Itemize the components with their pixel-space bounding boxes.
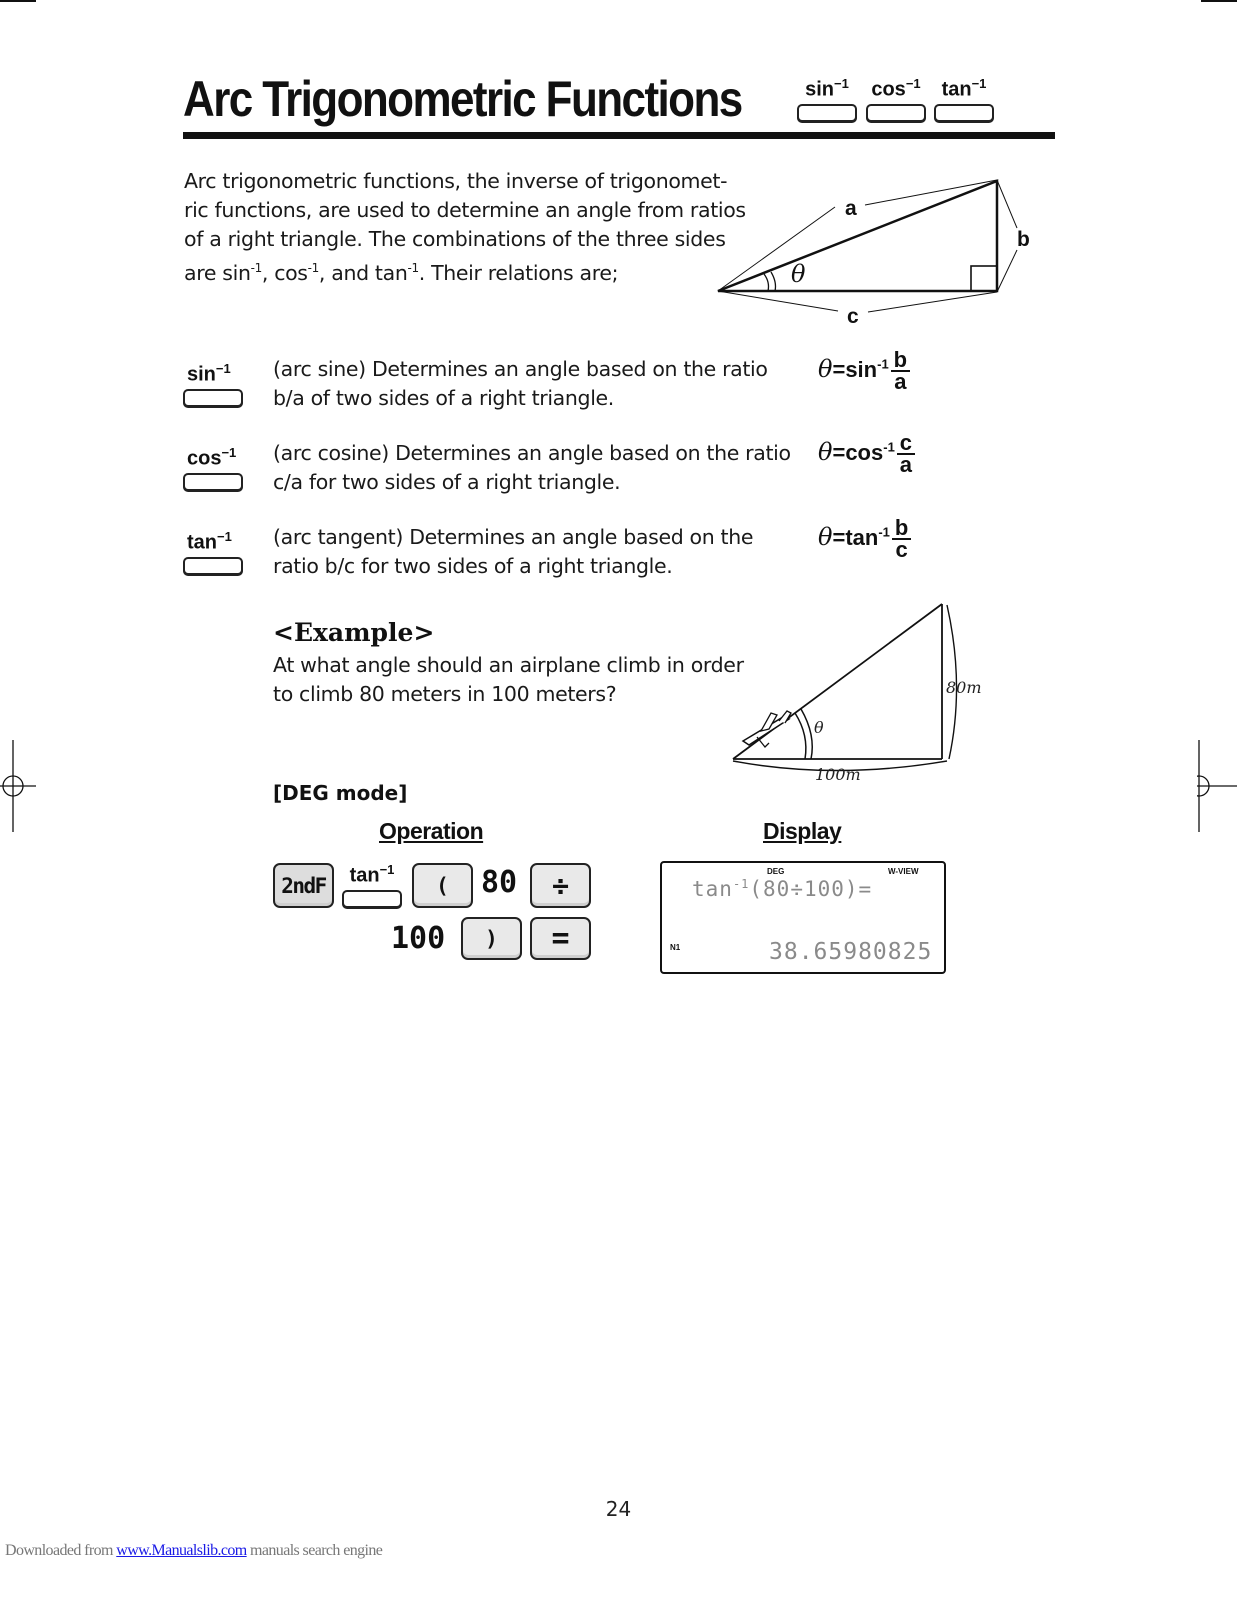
calculator-display — [660, 861, 946, 974]
function-key-cos: $\cos^{-1}$ — [183, 445, 243, 491]
example-heading: <Example> — [273, 618, 435, 647]
page-number: 24 — [605, 1497, 632, 1521]
desc-line: b/a of two sides of a right triangle. — [273, 386, 614, 410]
key-divide[interactable]: ÷ — [530, 863, 591, 908]
diagram-base-label: 100m — [815, 765, 861, 784]
intro-line: ric functions, are used to determine an angle from ratios — [184, 198, 746, 222]
desc-line: (arc sine) Determines an angle based on the ratio — [273, 357, 768, 381]
function-desc-sin — [273, 355, 813, 413]
right-triangle-diagram — [700, 170, 1060, 335]
function-key-sin: $\sin^{-1}$ — [183, 361, 243, 407]
question-line: to climb 80 meters in 100 meters? — [273, 682, 617, 706]
manualslib-link[interactable]: www.Manualslib.com — [116, 1542, 247, 1559]
key-2ndf[interactable]: 2ndF — [273, 863, 334, 908]
diagram-angle-label: θ — [814, 718, 824, 737]
question-line: At what angle should an airplane climb in order — [273, 653, 744, 677]
side-b-label: b — [1017, 228, 1030, 251]
function-key-tan: $\tan^{-1}$ — [183, 529, 243, 575]
example-question — [273, 651, 753, 709]
n1-indicator: N1 — [670, 943, 681, 952]
desc-line: c/a for two sides of a right triangle. — [273, 470, 621, 494]
formula-sin: $\theta=\sin^{-1}$ $\frac{b}{a}$ — [818, 350, 910, 392]
registration-mark-right — [1197, 740, 1237, 832]
airplane-icon — [743, 711, 791, 747]
display-result: 38.65980825 — [769, 939, 933, 965]
header-key-sin: $\sin^{-1}$ — [797, 76, 857, 122]
footer-prefix: Downloaded from — [5, 1542, 117, 1559]
mode-label: [DEG mode] — [273, 781, 408, 805]
key-open-paren[interactable]: ( — [412, 863, 473, 908]
formula-tan: $\theta=\tan^{-1}$ $\frac{b}{c}$ — [818, 518, 911, 560]
desc-line: (arc tangent) Determines an angle based on the — [273, 525, 754, 549]
intro-line: of a right triangle. The combinations of the three sides — [184, 227, 726, 251]
key-close-paren[interactable]: ) — [461, 917, 522, 960]
intro-line: Arc trigonometric functions, the inverse of trigonomet- — [184, 169, 728, 193]
page-title: Arc Trigonometric Functions — [183, 71, 742, 127]
angle-theta-label: θ — [791, 260, 806, 288]
key-equals[interactable]: = — [530, 917, 591, 960]
function-desc-tan — [273, 523, 813, 581]
registration-mark-left — [0, 740, 40, 832]
desc-line: (arc cosine) Determines an angle based on the ratio — [273, 441, 791, 465]
header-key-tan: $\tan^{-1}$ — [934, 76, 994, 122]
title-rule — [183, 132, 1055, 139]
wview-indicator: W-VIEW — [888, 867, 919, 876]
intro-line: are $\sin^{-1}$, $\cos^{-1}$, and $\tan^{-1}$. Their relations are; — [184, 260, 619, 285]
input-number-80: 80 — [481, 865, 518, 900]
key-tan-inverse[interactable]: $\tan^{-1}$ — [342, 862, 402, 908]
operation-heading: Operation — [379, 818, 484, 844]
intro-paragraph — [184, 167, 764, 288]
airplane-climb-diagram — [725, 595, 1005, 790]
formula-cos: $\theta=\cos^{-1}$ $\frac{c}{a}$ — [818, 433, 915, 475]
side-a-label: a — [845, 197, 857, 220]
display-heading: Display — [763, 818, 842, 844]
desc-line: ratio b/c for two sides of a right triangle. — [273, 554, 673, 578]
footer-suffix: manuals search engine — [246, 1542, 383, 1559]
deg-indicator: DEG — [767, 867, 785, 876]
crop-mark — [1201, 0, 1237, 2]
input-number-100: 100 — [391, 921, 446, 956]
display-expression: $\tan^{-1}(80\div 100)=$ — [692, 877, 873, 901]
function-desc-cos — [273, 439, 813, 497]
download-footer — [5, 1542, 382, 1560]
header-key-cos: $\cos^{-1}$ — [866, 76, 926, 122]
crop-mark — [0, 0, 36, 2]
side-c-label: c — [847, 305, 859, 328]
diagram-height-label: 80m — [946, 678, 982, 697]
